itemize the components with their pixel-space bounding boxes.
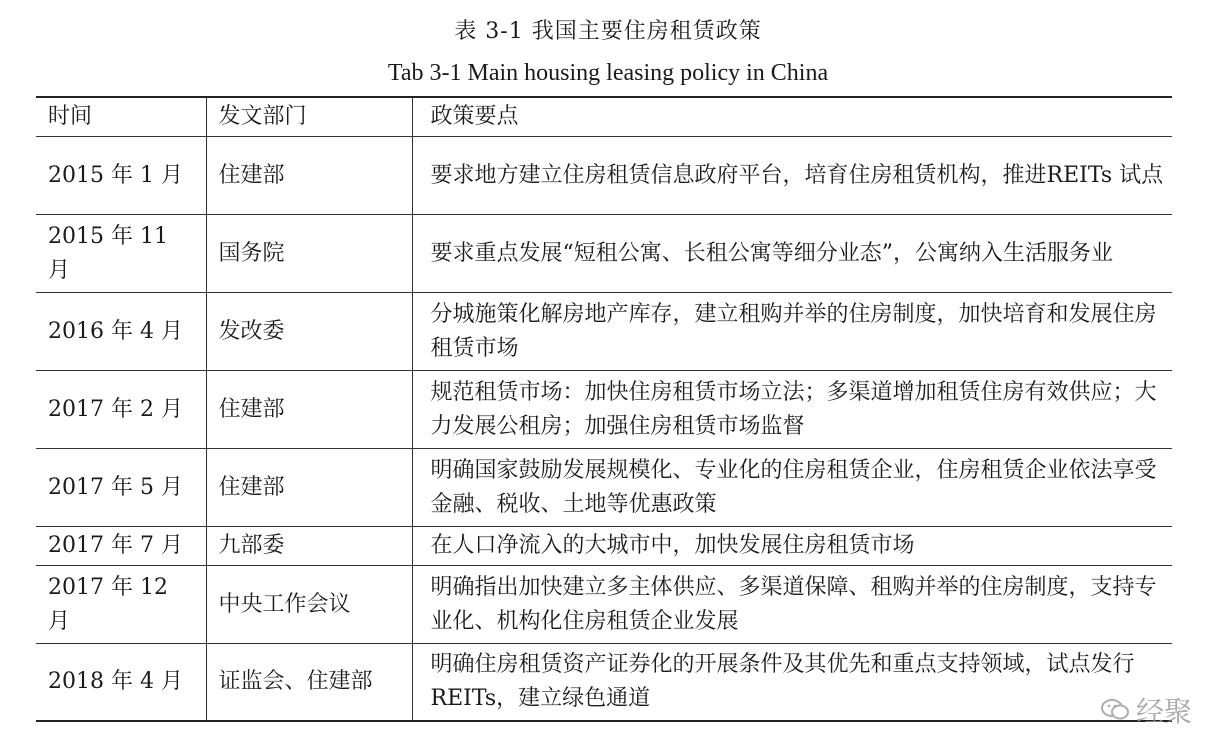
table-caption-chinese: 表 3-1 我国主要住房租赁政策 (454, 19, 762, 44)
row-department: 中央工作会议 (206, 566, 412, 644)
row-date: 2016 年 4 月 (36, 293, 206, 371)
row-department: 发改委 (206, 293, 412, 371)
table-caption-english: Tab 3-1 Main housing leasing policy in China (387, 60, 829, 86)
watermark-text: 经聚 (1135, 695, 1192, 728)
row-date: 2017 年 2 月 (36, 371, 206, 449)
row-date: 2018 年 4 月 (36, 644, 206, 722)
row-department: 住建部 (206, 449, 412, 527)
table-row (36, 293, 1172, 371)
table-row (36, 644, 1172, 722)
policy-table (36, 96, 1172, 722)
row-policy-points: 明确指出加快建立多主体供应、多渠道保障、租购并举的住房制度，支持专业化、机构化住房租赁企业发展 (412, 566, 1172, 644)
wechat-bubble-icon (1100, 697, 1130, 723)
row-policy-points: 分城施策化解房地产库存，建立租购并举的住房制度，加快培育和发展住房租赁市场 (412, 293, 1172, 371)
table-row (36, 371, 1172, 449)
row-department: 国务院 (206, 215, 412, 293)
table-row (36, 215, 1172, 293)
row-date: 2017 年 5 月 (36, 449, 206, 527)
header-policy-points: 政策要点 (412, 97, 1172, 137)
row-department: 九部委 (206, 527, 412, 566)
row-department: 住建部 (206, 371, 412, 449)
table-row (36, 449, 1172, 527)
table-row (36, 566, 1172, 644)
row-date: 2017 年 12 月 (36, 566, 206, 644)
row-policy-points: 要求地方建立住房租赁信息政府平台，培育住房租赁机构，推进REITs 试点 (412, 137, 1172, 215)
table-header-row (36, 97, 1172, 137)
row-department: 证监会、住建部 (206, 644, 412, 722)
row-department: 住建部 (206, 137, 412, 215)
row-policy-points: 明确国家鼓励发展规模化、专业化的住房租赁企业，住房租赁企业依法享受金融、税收、土地等优惠政策 (412, 449, 1172, 527)
row-policy-points: 明确住房租赁资产证券化的开展条件及其优先和重点支持领域，试点发行 REITs，建立绿色通道 (412, 644, 1172, 722)
row-date: 2017 年 7 月 (36, 527, 206, 566)
table-row (36, 137, 1172, 215)
table-row (36, 527, 1172, 566)
row-date: 2015 年 11 月 (36, 215, 206, 293)
header-department: 发文部门 (206, 97, 412, 137)
row-policy-points: 在人口净流入的大城市中，加快发展住房租赁市场 (412, 527, 1172, 566)
row-policy-points: 要求重点发展“短租公寓、长租公寓等细分业态”，公寓纳入生活服务业 (412, 215, 1172, 293)
header-date: 时间 (36, 97, 206, 137)
row-policy-points: 规范租赁市场：加快住房租赁市场立法；多渠道增加租赁住房有效供应；大力发展公租房；加强住房租赁市场监督 (412, 371, 1172, 449)
row-date: 2015 年 1 月 (36, 137, 206, 215)
watermark (1100, 690, 1192, 730)
